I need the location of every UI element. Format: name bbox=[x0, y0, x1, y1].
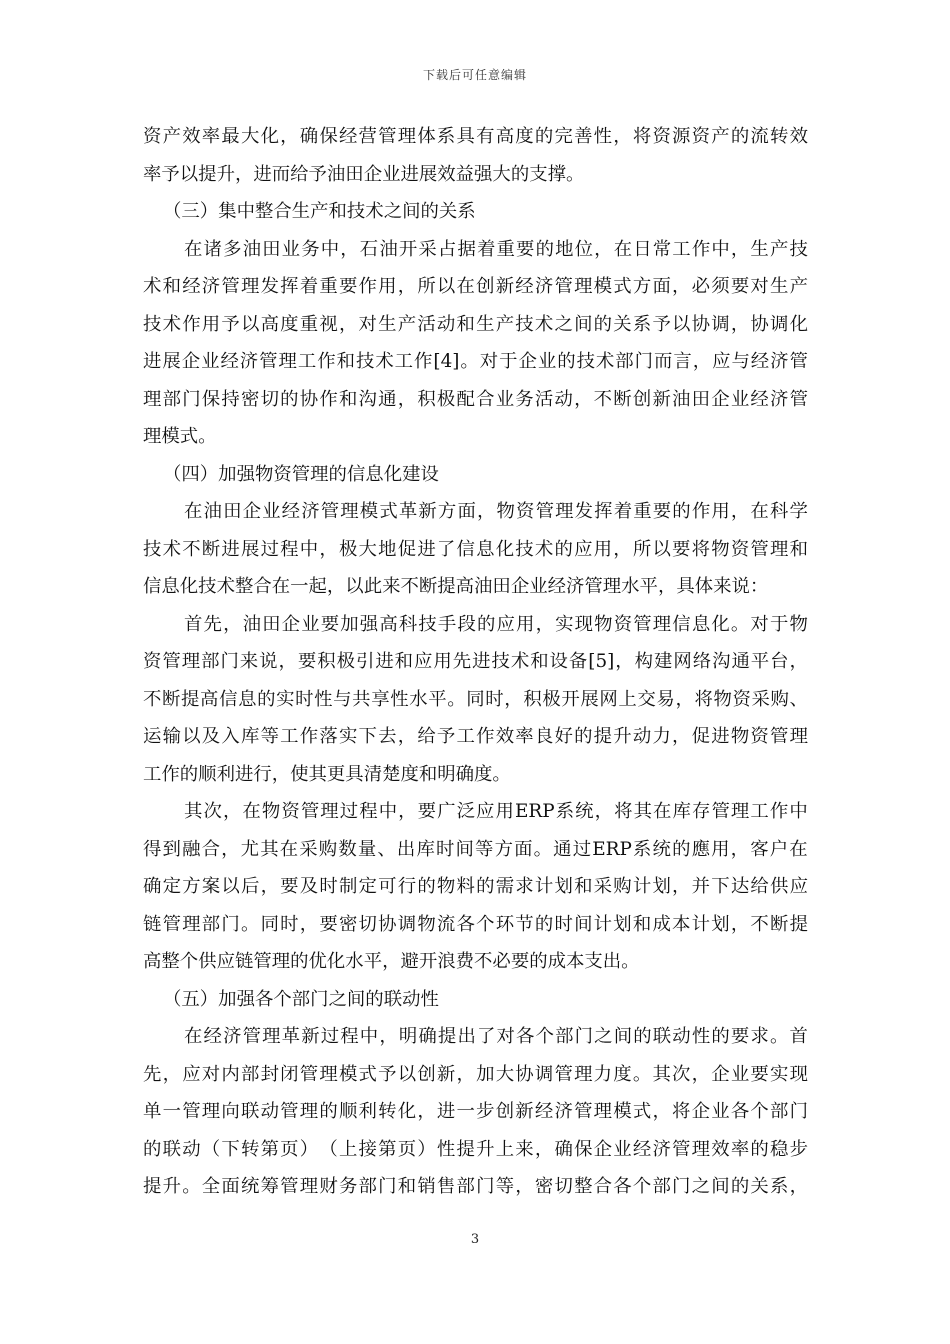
paragraph-line: 进 展 企 业 经 济 管 理 工 作 和 技 术 工 作 [4] 。 对 于 企 业 的 技 术 部 门 而 言 ， 应 与 经 济 管 bbox=[143, 351, 808, 372]
body-text bbox=[143, 118, 808, 1206]
section-heading: （五）加强各个部门之间的联动性 bbox=[163, 988, 439, 1010]
paragraph-line: 在 油 田 企 业 经 济 管 理 模 式 革 新 方 面 ， 物 资 管 理 发 挥 着 重 要 的 作 用 ， 在 科 学 bbox=[184, 501, 808, 522]
section-heading: （四）加强物资管理的信息化建设 bbox=[163, 463, 439, 485]
paragraph-line: 确 定 方 案 以 后 ， 要 及 时 制 定 可 行 的 物 料 的 需 求 计 划 和 采 购 计 划 ， 并 下 达 给 供 应 bbox=[143, 876, 808, 897]
paragraph-line: 的 联 动 （ 下 转 第 页 ） （ 上 接 第 页 ） 性 提 升 上 来 ， 确 保 企 业 经 济 管 理 效 率 的 稳 步 bbox=[143, 1138, 808, 1160]
paragraph-line: 术 和 经 济 管 理 发 挥 着 重 要 作 用 ， 所 以 在 创 新 经 济 管 理 模 式 方 面 ， 必 须 要 对 生 产 bbox=[143, 276, 808, 297]
paragraph-line: 工作的顺利进行，使其更具清楚度和明确度。 bbox=[143, 763, 511, 785]
paragraph-line: 信息化技术整合在一起，以此来不断提高油田企业经济管理水平，具体来说： bbox=[143, 576, 769, 597]
paragraph-line: 理模式。 bbox=[143, 426, 217, 447]
paragraph-line: 在 诸 多 油 田 业 务 中 ， 石 油 开 采 占 据 着 重 要 的 地 位 ， 在 日 常 工 作 中 ， 生 产 技 bbox=[184, 238, 808, 260]
paragraph-line: 在 经 济 管 理 革 新 过 程 中 ， 明 确 提 出 了 对 各 个 部 门 之 间 的 联 动 性 的 要 求 。 首 bbox=[184, 1026, 808, 1047]
paragraph-line: 资 管 理 部 门 来 说 ， 要 积 极 引 进 和 应 用 先 进 技 术 和 设 备 [5] ， 构 建 网 络 沟 通 平 台 ， bbox=[143, 651, 808, 672]
paragraph-line: 首 先 ， 油 田 企 业 要 加 强 高 科 技 手 段 的 应 用 ， 实 现 物 资 管 理 信 息 化 。 对 于 物 bbox=[184, 613, 808, 635]
paragraph-line: 得 到 融 合 ， 尤 其 在 采 购 数 量 、 出 库 时 间 等 方 面 。 通 过 ERP 系 统 的 應 用 ， 客 户 在 bbox=[143, 838, 808, 860]
page-number: 3 bbox=[470, 1232, 480, 1247]
paragraph-line: 不 断 提 高 信 息 的 实 时 性 与 共 享 性 水 平 。 同 时 ， 积 极 开 展 网 上 交 易 ， 将 物 资 采 购 、 bbox=[143, 688, 808, 710]
paragraph-line: 链 管 理 部 门 。 同 时 ， 要 密 切 协 调 物 流 各 个 环 节 的 时 间 计 划 和 成 本 计 划 ， 不 断 提 bbox=[143, 913, 808, 935]
paragraph-line: 其 次 ， 在 物 资 管 理 过 程 中 ， 要 广 泛 应 用 ERP 系 统 ， 将 其 在 库 存 管 理 工 作 中 bbox=[184, 801, 808, 822]
page-header: 下载后可任意编辑 bbox=[422, 68, 527, 82]
paragraph-line: 运 输 以 及 入 库 等 工 作 落 实 下 去 ， 给 予 工 作 效 率 良 好 的 提 升 动 力 ， 促 进 物 资 管 理 bbox=[143, 726, 808, 747]
paragraph-line: 率予以提升，进而给予油田企业进展效益强大的支撑。 bbox=[143, 163, 585, 185]
paragraph-line: 技 术 作 用 予 以 高 度 重 视 ， 对 生 产 活 动 和 生 产 技 术 之 间 的 关 系 予 以 协 调 ， 协 调 化 bbox=[143, 313, 808, 335]
paragraph-line: 技 术 不 断 进 展 过 程 中 ， 极 大 地 促 进 了 信 息 化 技 术 的 应 用 ， 所 以 要 将 物 资 管 理 和 bbox=[143, 538, 808, 560]
paragraph-line: 先 ， 应 对 内 部 封 闭 管 理 模 式 予 以 创 新 ， 加 大 协 调 管 理 力 度 。 其 次 ， 企 业 要 实 现 bbox=[143, 1063, 808, 1085]
paragraph-line: 提 升 。 全 面 统 筹 管 理 财 务 部 门 和 销 售 部 门 等 ， 密 切 整 合 各 个 部 门 之 间 的 关 系 ， bbox=[143, 1176, 808, 1197]
section-heading: （三）集中整合生产和技术之间的关系 bbox=[163, 201, 476, 222]
paragraph-line: 高整个供应链管理的优化水平，避开浪费不必要的成本支出。 bbox=[143, 951, 640, 972]
paragraph-line: 资 产 效 率 最 大 化 ， 确 保 经 营 管 理 体 系 具 有 高 度 的 完 善 性 ， 将 资 源 资 产 的 流 转 效 bbox=[143, 126, 808, 147]
paragraph-line: 单 一 管 理 向 联 动 管 理 的 顺 利 转 化 ， 进 一 步 创 新 经 济 管 理 模 式 ， 将 企 业 各 个 部 门 bbox=[143, 1101, 808, 1122]
paragraph-line: 理 部 门 保 持 密 切 的 协 作 和 沟 通 ， 积 极 配 合 业 务 活 动 ， 不 断 创 新 油 田 企 业 经 济 管 bbox=[143, 388, 808, 410]
